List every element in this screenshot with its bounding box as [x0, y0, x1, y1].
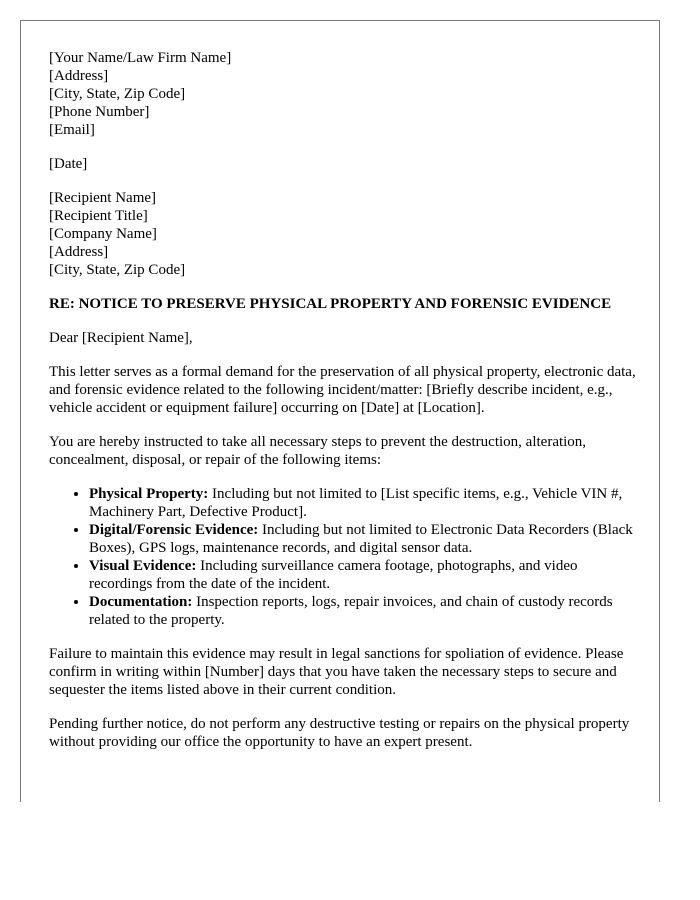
intro-paragraph: This letter serves as a formal demand for the preservation of all physical property, electronic data, and forensic evidence related to the following incident/matter: [Briefly describe incident, e.g., vehicle accident or equipment failure] occurring on [Date] at [Location]. [49, 364, 636, 416]
sender-email: [Email] [49, 122, 95, 138]
salutation: Dear [Recipient Name], [49, 330, 193, 346]
failure-paragraph: Failure to maintain this evidence may result in legal sanctions for spoliation of evidence. Please confirm in writing within [Number] days that you have taken the necessary steps to secure and sequester the items listed above in their current condition. [49, 646, 624, 698]
evidence-list [49, 485, 639, 629]
letter-content [49, 49, 639, 751]
recipient-block [49, 189, 639, 279]
list-item-physical-property [89, 485, 639, 521]
list-item-term: Digital/Forensic Evidence: [89, 522, 259, 538]
sender-phone: [Phone Number] [49, 104, 150, 120]
recipient-company: [Company Name] [49, 226, 157, 242]
recipient-title: [Recipient Title] [49, 208, 148, 224]
sender-name: [Your Name/Law Firm Name] [49, 50, 232, 66]
subject-line: RE: NOTICE TO PRESERVE PHYSICAL PROPERTY AND FORENSIC EVIDENCE [49, 296, 612, 312]
recipient-name: [Recipient Name] [49, 190, 157, 206]
list-item-digital-forensic-evidence [89, 521, 639, 557]
letter-date: [Date] [49, 156, 88, 172]
sender-city-state-zip: [City, State, Zip Code] [49, 86, 186, 102]
sender-block [49, 49, 639, 139]
sender-address: [Address] [49, 68, 109, 84]
recipient-address: [Address] [49, 244, 109, 260]
list-item-text: Inspection reports, logs, repair invoices, and chain of custody records related to the property. [89, 594, 613, 628]
letter-page [20, 20, 660, 802]
instruction-paragraph: You are hereby instructed to take all necessary steps to prevent the destruction, alteration, concealment, disposal, or repair of the following items: [49, 434, 587, 468]
list-item-text: Including surveillance camera footage, photographs, and video recordings from the date of the incident. [89, 558, 578, 592]
list-item-term: Physical Property: [89, 486, 209, 502]
list-item-visual-evidence [89, 557, 639, 593]
list-item-text: Including but not limited to Electronic Data Recorders (Black Boxes), GPS logs, maintenance records, and digital sensor data. [89, 522, 633, 556]
list-item-documentation [89, 593, 639, 629]
list-item-term: Documentation: [89, 594, 193, 610]
date-block [49, 155, 639, 173]
list-item-text: Including but not limited to [List specific items, e.g., Vehicle VIN #, Machinery Part, Defective Product]. [89, 486, 623, 520]
pending-paragraph: Pending further notice, do not perform any destructive testing or repairs on the physical property without providing our office the opportunity to have an expert present. [49, 716, 630, 750]
list-item-term: Visual Evidence: [89, 558, 197, 574]
recipient-city-state-zip: [City, State, Zip Code] [49, 262, 186, 278]
